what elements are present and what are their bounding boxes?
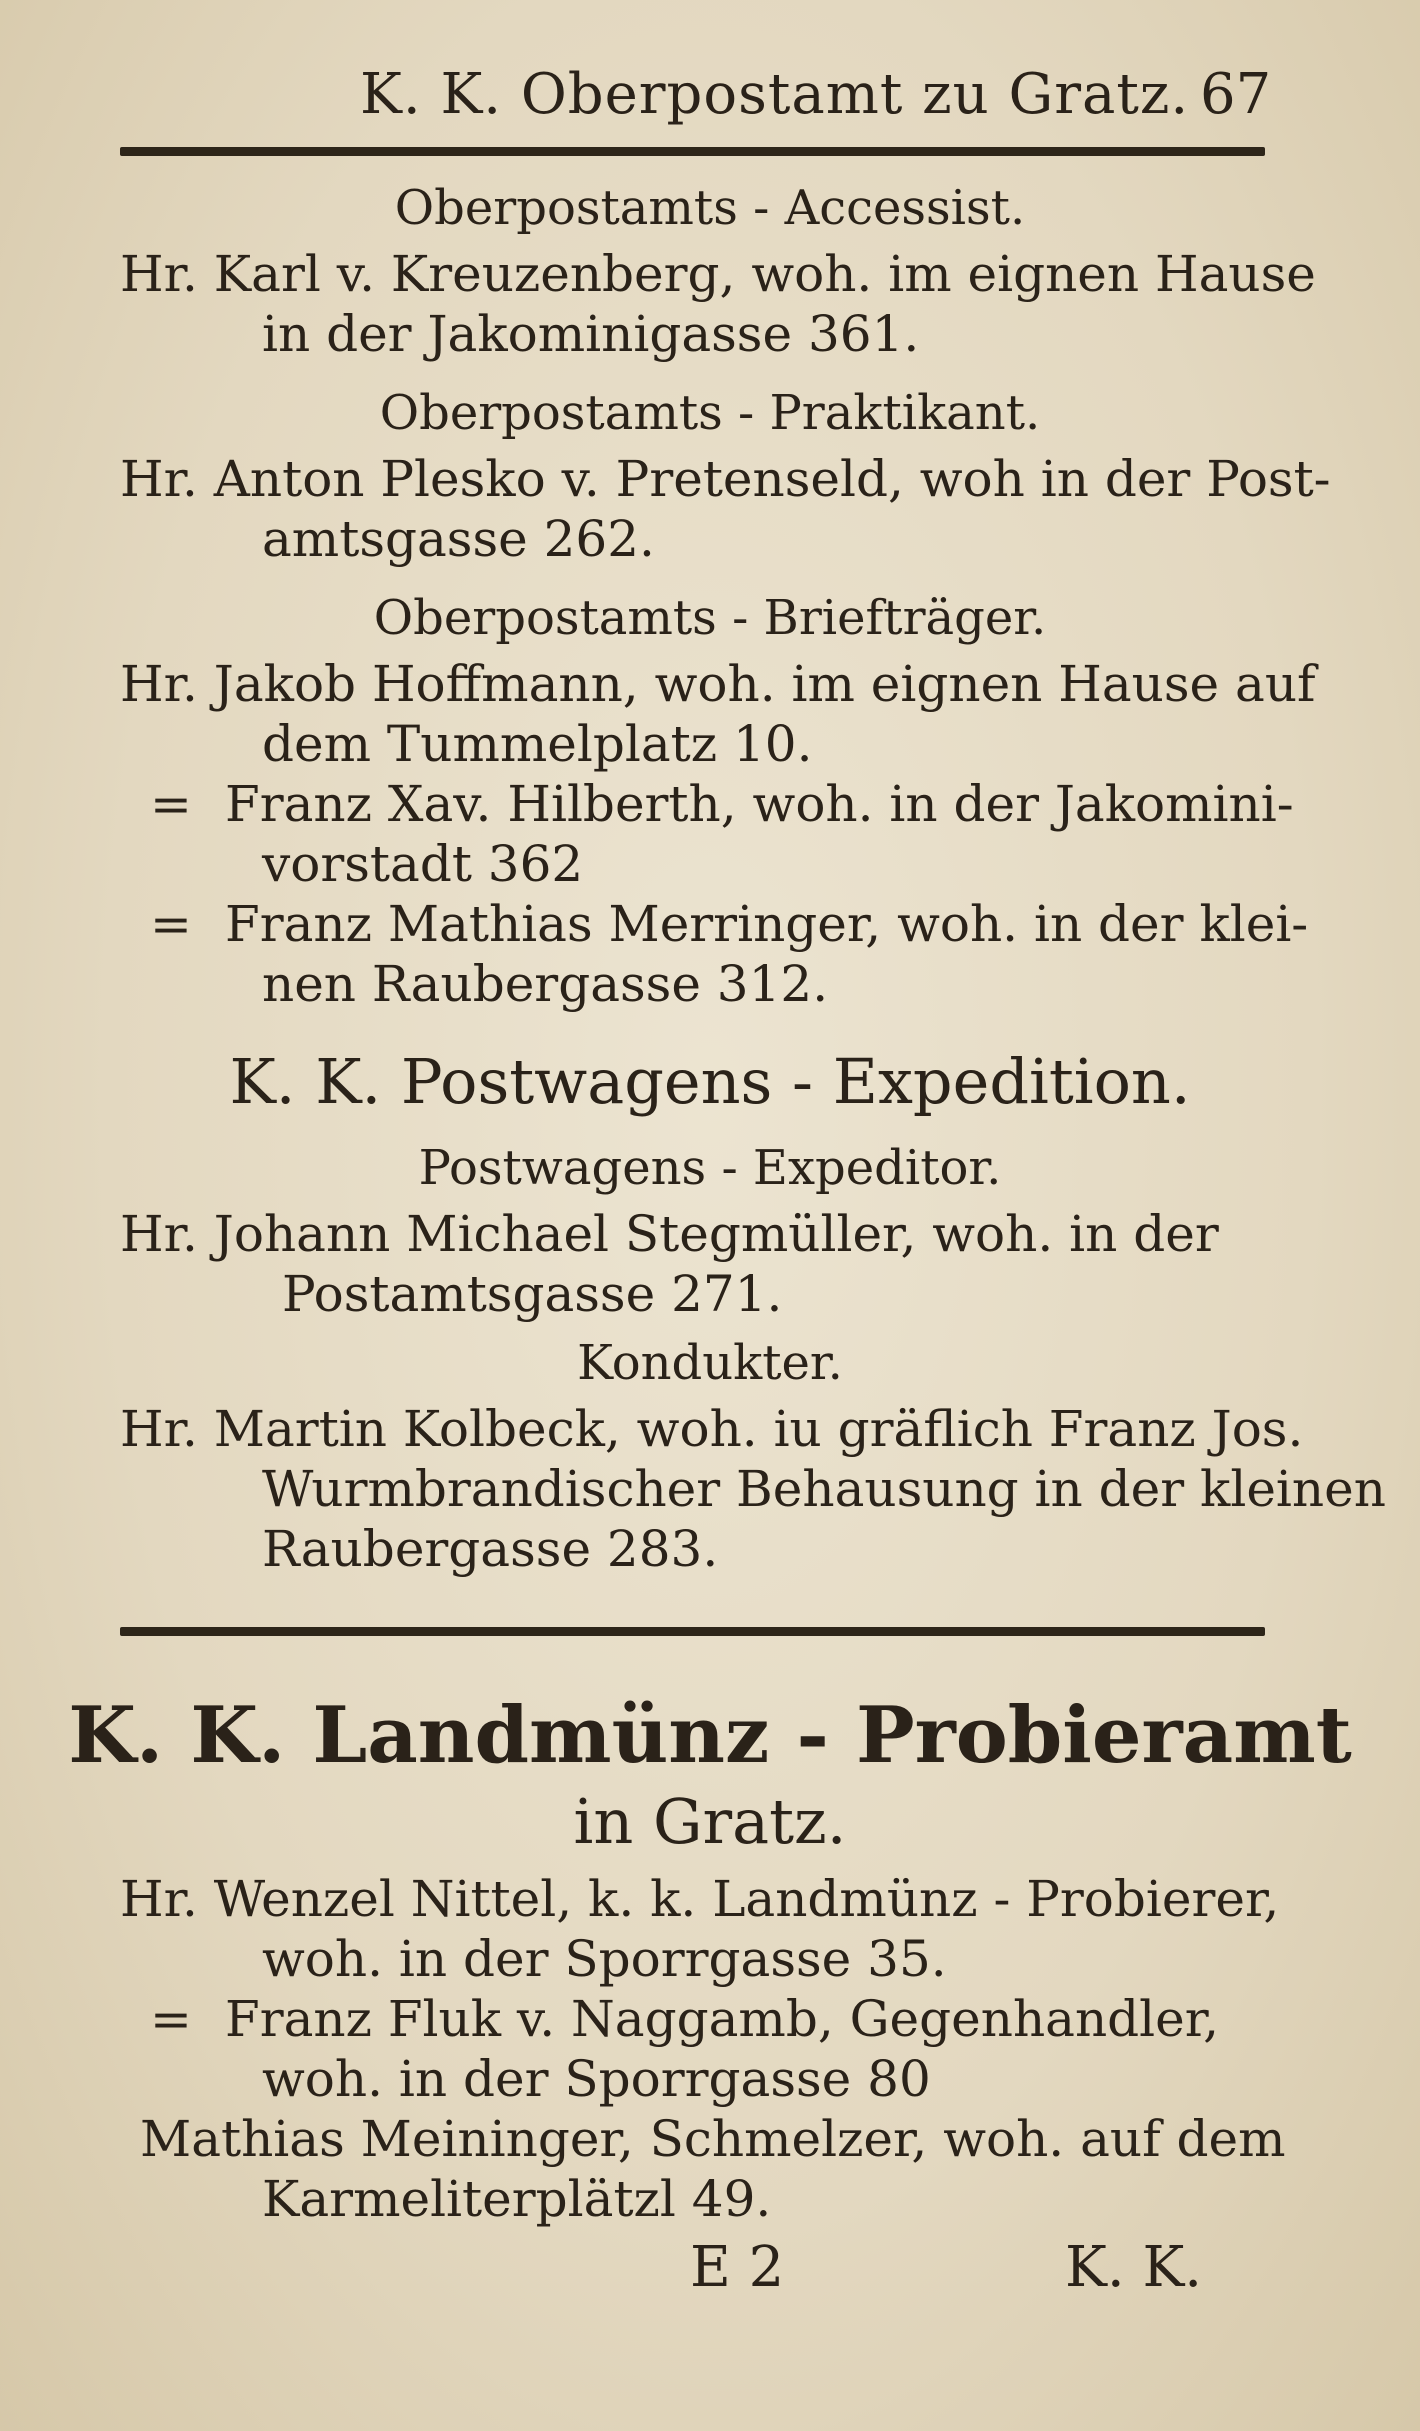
entry-line: Wurmbrandischer Behausung in der kleinen <box>262 1460 1386 1518</box>
office-title-praktikant: Oberpostamts - Praktikant. <box>379 385 1041 441</box>
office-title-accessist: Oberpostamts - Accessist. <box>394 180 1026 236</box>
entry-line: nen Raubergasse 312. <box>262 955 829 1013</box>
office-title-expeditor: Postwagens - Expeditor. <box>418 1140 1002 1196</box>
entry-line: woh. in der Sporrgasse 80 <box>262 2050 931 2108</box>
ditto-mark: = <box>150 1990 192 2048</box>
entry-line: Hr. Martin Kolbeck, woh. iu gräflich Franz Jos. <box>120 1400 1304 1458</box>
entry-line: amtsgasse 262. <box>262 510 655 568</box>
entry-line: woh. in der Sporrgasse 35. <box>262 1930 947 1988</box>
page-number: 67 <box>1200 62 1272 127</box>
entry-line: Postamtsgasse 271. <box>282 1265 783 1323</box>
entry-line: Hr. Anton Plesko v. Pretenseld, woh in der Post- <box>120 450 1331 508</box>
top-rule <box>120 147 1265 156</box>
entry-line: dem Tummelplatz 10. <box>262 715 813 773</box>
section-title-landmuenz: K. K. Landmünz - Probieramt <box>68 1690 1352 1781</box>
ditto-mark: = <box>150 775 192 833</box>
signature-mark: E 2 <box>690 2235 785 2300</box>
section-title-postwagens: K. K. Postwagens - Expedition. <box>229 1045 1191 1118</box>
entry-line: Hr. Johann Michael Stegmüller, woh. in der <box>120 1205 1219 1263</box>
entry-line: Franz Mathias Merringer, woh. in der klei- <box>225 895 1309 953</box>
running-head: K. K. Oberpostamt zu Gratz. <box>360 62 1190 127</box>
catchword: K. K. <box>1065 2235 1203 2300</box>
office-title-kondukter: Kondukter. <box>577 1335 843 1391</box>
entry-line: Hr. Jakob Hoffmann, woh. im eignen Hause auf <box>120 655 1316 713</box>
entry-line: vorstadt 362 <box>262 835 584 893</box>
ditto-mark: = <box>150 895 192 953</box>
entry-line: Hr. Wenzel Nittel, k. k. Landmünz - Probierer, <box>120 1870 1280 1928</box>
entry-line: in der Jakominigasse 361. <box>262 305 920 363</box>
entry-line: Franz Fluk v. Naggamb, Gegenhandler, <box>225 1990 1220 2048</box>
section-rule <box>120 1627 1265 1636</box>
office-title-brieftraeger: Oberpostamts - Briefträger. <box>373 590 1047 646</box>
entry-line: Raubergasse 283. <box>262 1520 719 1578</box>
entry-line: Mathias Meininger, Schmelzer, woh. auf dem <box>140 2110 1286 2168</box>
entry-line: Hr. Karl v. Kreuzenberg, woh. im eignen Hause <box>120 245 1316 303</box>
section-title-location: in Gratz. <box>573 1785 847 1858</box>
entry-line: Franz Xav. Hilberth, woh. in der Jakomini- <box>225 775 1294 833</box>
entry-line: Karmeliterplätzl 49. <box>262 2170 772 2228</box>
